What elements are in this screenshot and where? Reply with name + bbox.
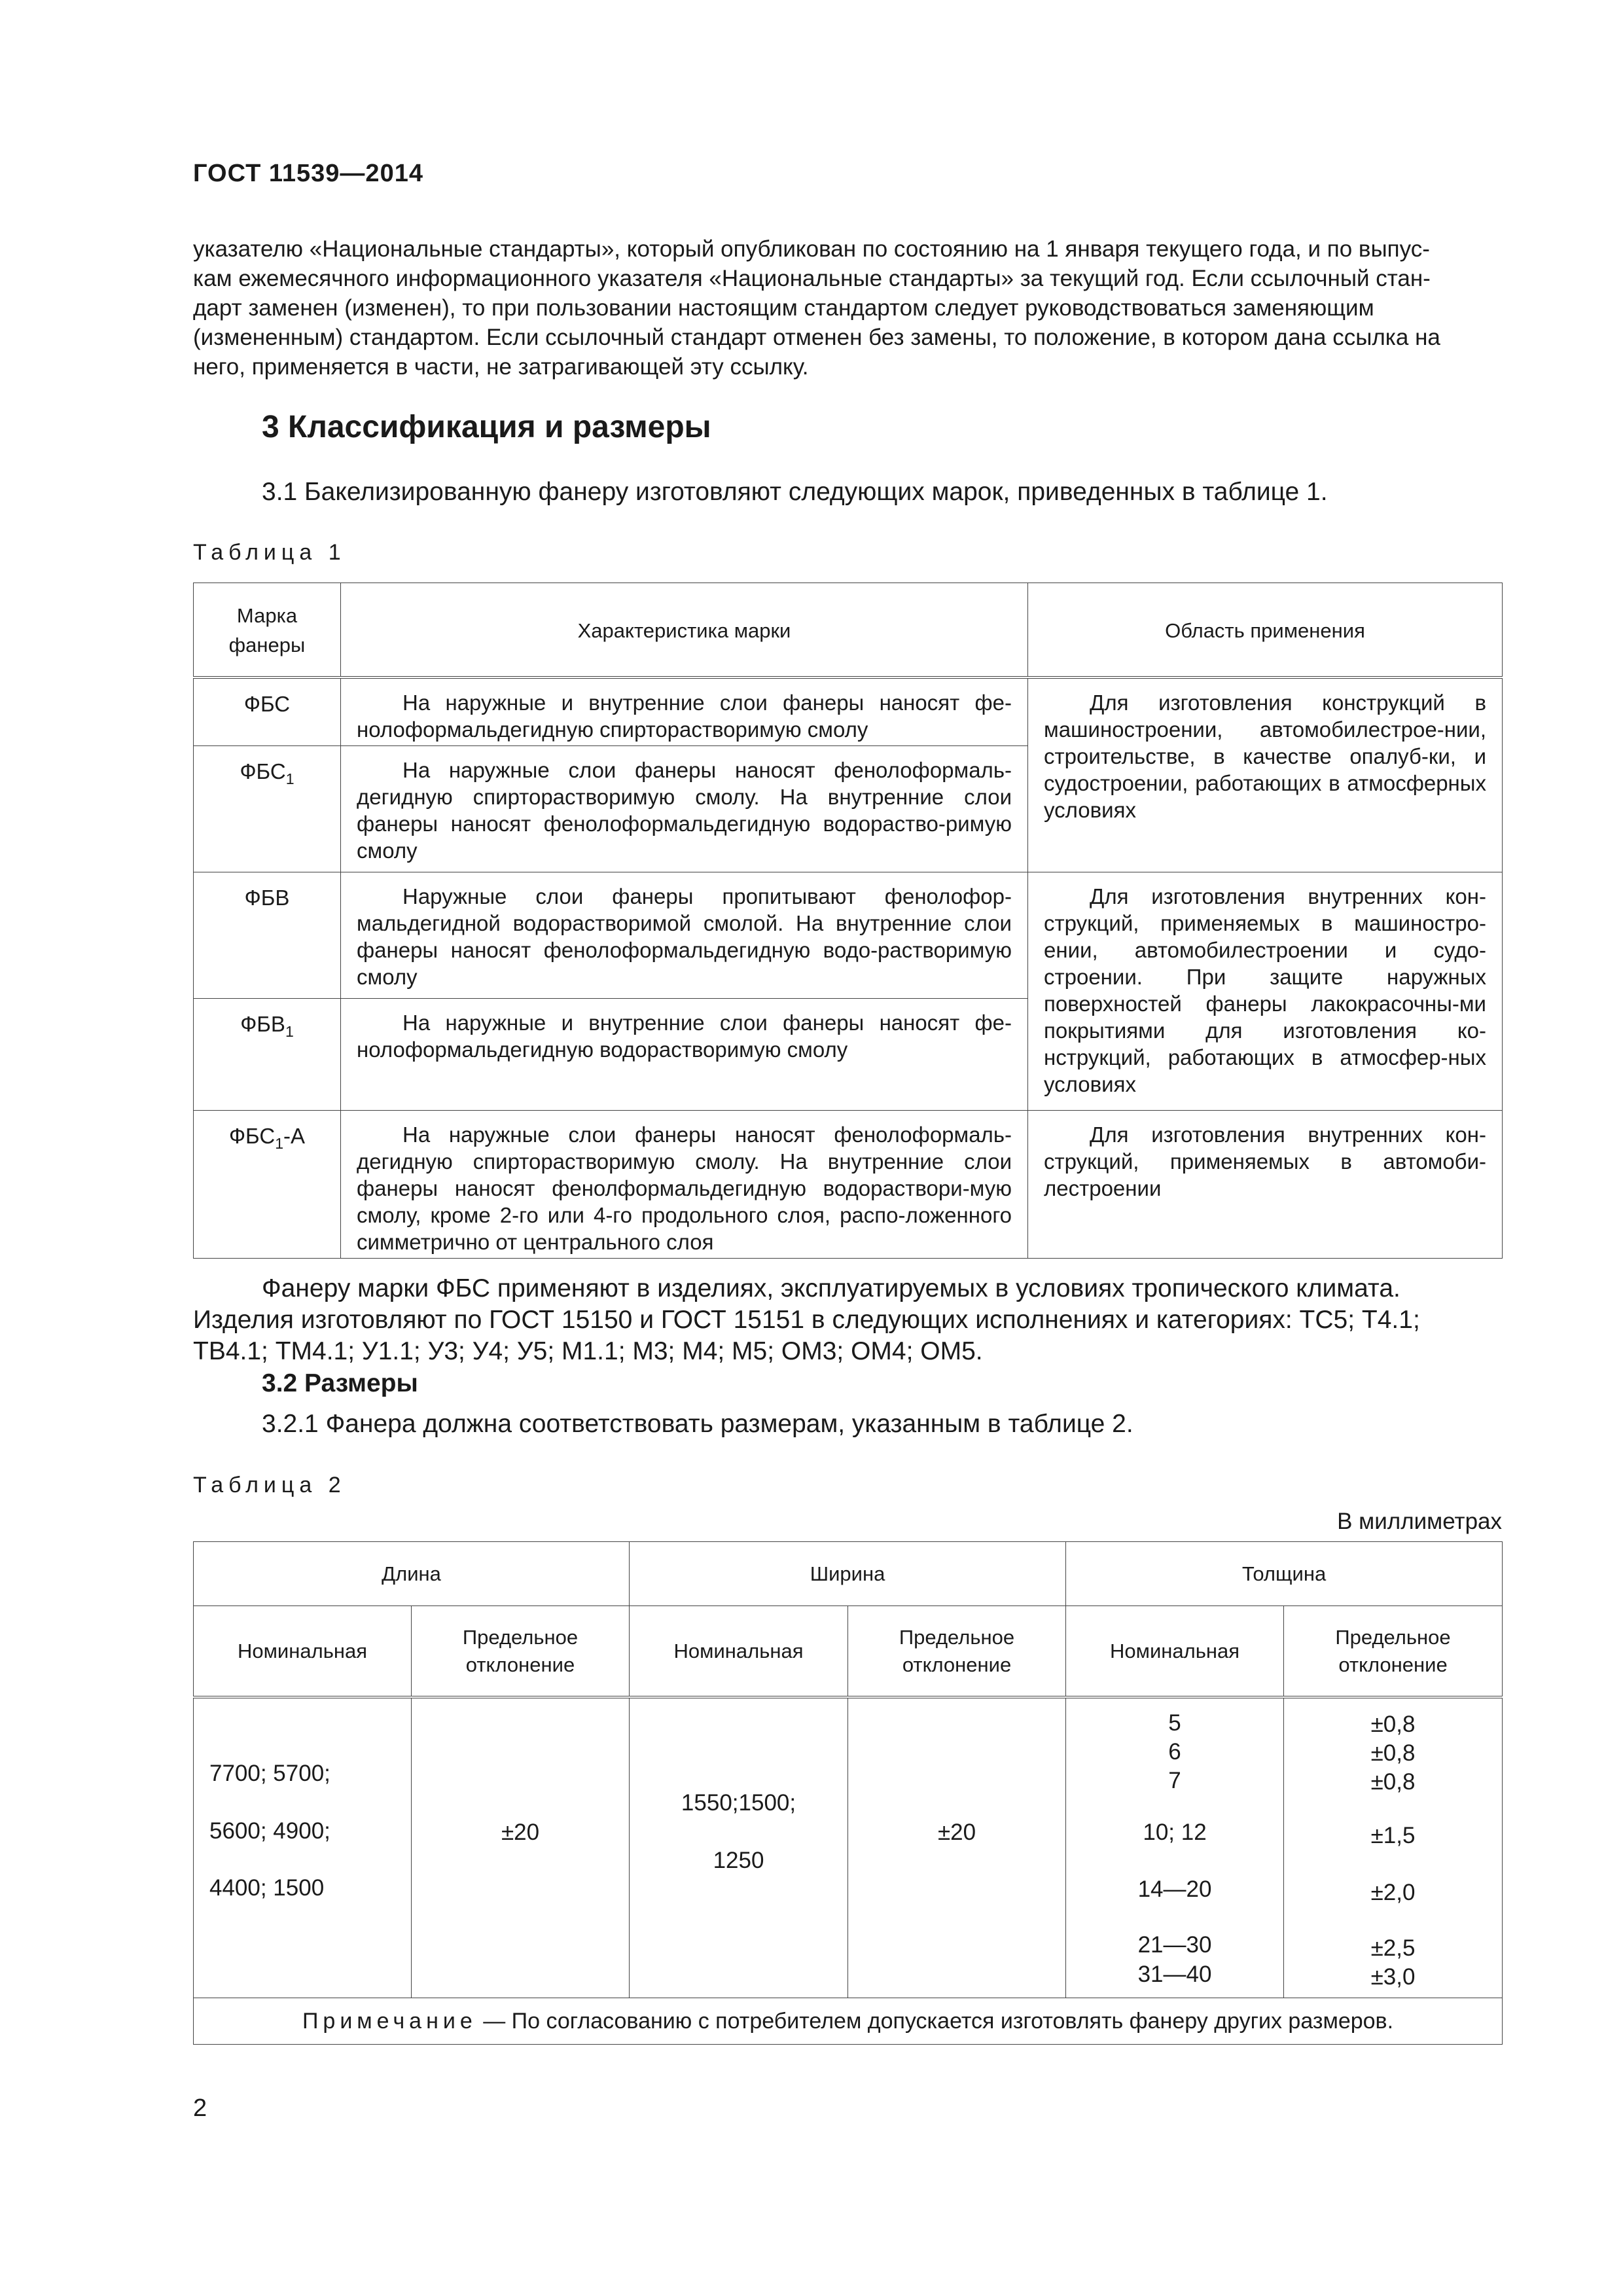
paragraph-line: ТВ4.1; ТМ4.1; У1.1; У3; У4; У5; М1.1; М3; М4; М5; ОМ3; ОМ4; ОМ5. <box>193 1337 983 1365</box>
width-deviation-cell <box>848 1697 1066 1998</box>
table-note <box>194 1998 1503 2045</box>
area-cell: Для изготовления внутренних кон-струкций, применяемых в автомоби-лестроении <box>1028 1111 1503 1259</box>
paragraph-line: Изделия изготовляют по ГОСТ 15150 и ГОСТ 15151 в следующих исполнениях и категориях: ТС5; Т4.1; <box>193 1306 1420 1334</box>
table2-caption <box>193 1473 346 1498</box>
header-thickness: Толщина <box>1066 1542 1503 1606</box>
table-1 <box>193 583 1503 1259</box>
header-nominal: Номинальная <box>1066 1606 1284 1698</box>
units-label: В миллиметрах <box>1337 1509 1502 1534</box>
table1-header-area: Область применения <box>1028 583 1503 678</box>
page-number: 2 <box>193 2094 207 2122</box>
table-2 <box>193 1541 1503 2045</box>
table2-caption-text: Таблица 2 <box>193 1473 346 1498</box>
width-deviation: ±20 <box>937 1820 976 1845</box>
paragraph-3-1: 3.1 Бакелизированную фанеру изготовляют следующих марок, приведенных в таблице 1. <box>262 478 1328 506</box>
thickness-deviation: ±0,8 <box>1370 1740 1416 1766</box>
thickness-value: 21—30 <box>1137 1932 1212 1958</box>
thickness-value: 5 <box>1168 1710 1181 1736</box>
length-deviation: ±20 <box>501 1820 540 1845</box>
header-nominal: Номинальная <box>630 1606 848 1698</box>
intro-line: указателю «Национальные стандарты», который опубликован по состоянию на 1 января текущего года, и по выпус- <box>193 236 1430 262</box>
width-value: 1550;1500; <box>681 1790 796 1816</box>
thickness-value: 6 <box>1168 1739 1181 1765</box>
table-row <box>194 1697 1503 1998</box>
document-header: ГОСТ 11539—2014 <box>193 160 423 187</box>
mark-cell: $ФБС_1$ <box>194 746 341 872</box>
char-cell: На наружные и внутренние слои фанеры наносят фе-нолоформальдегидную спирторастворимую смолу <box>341 677 1028 746</box>
thickness-value: 10; 12 <box>1143 1820 1207 1845</box>
thickness-deviation: ±2,0 <box>1370 1880 1416 1905</box>
mark-cell: ФБС <box>194 677 341 746</box>
area-cell: Для изготовления внутренних кон-струкций, применяемых в машиностро-ении, автомобилестроении и судо-строении. При защите наружных поверхностей фанеры лакокрасочны-ми покрытиями для изготовления ко-нструкций, работающих в атмосфер-ных условиях <box>1028 872 1503 1111</box>
thickness-value: 14—20 <box>1137 1876 1212 1902</box>
header-deviation: Предельное отклонение <box>1284 1606 1503 1698</box>
length-value: 7700; 5700; <box>209 1761 330 1786</box>
intro-line: дарт заменен (изменен), то при пользовании настоящим стандартом следует руководствоваться заменяющим <box>193 295 1374 321</box>
char-cell: На наружные слои фанеры наносят фенолоформаль-дегидную спирторастворимую смолу. На внутренние слои фанеры наносят фенолформальдегидную водораствори-мую смолу, кроме 2-го или 4-го продольного слоя, распо-ложенного симметрично от центрального слоя <box>341 1111 1028 1259</box>
after-table1-paragraph <box>193 1273 1502 1367</box>
intro-line: кам ежемесячного информационного указателя «Национальные стандарты» за текущий год. Если ссылочный стан- <box>193 266 1431 291</box>
table-row <box>194 677 1503 746</box>
paragraph-3-2-1: 3.2.1 Фанера должна соответствовать размерам, указанным в таблице 2. <box>262 1410 1133 1438</box>
section-title: 3 Классификация и размеры <box>262 410 711 444</box>
header-length: Длина <box>194 1542 630 1606</box>
length-value: 5600; 4900; <box>209 1818 330 1844</box>
thickness-deviation: ±1,5 <box>1370 1823 1416 1848</box>
length-values-cell <box>194 1697 412 1998</box>
char-cell: Наружные слои фанеры пропитывают фенолофор-мальдегидной водорастворимой смолой. На внутренние слои фанеры наносят фенолоформальдегидную водо-растворимую смолу <box>341 872 1028 999</box>
table-row <box>194 872 1503 999</box>
thickness-deviation-cell <box>1284 1697 1503 1998</box>
length-deviation-cell <box>412 1697 630 1998</box>
header-nominal: Номинальная <box>194 1606 412 1698</box>
length-value: 4400; 1500 <box>209 1875 325 1901</box>
header-deviation: Предельное отклонение <box>412 1606 630 1698</box>
char-cell: На наружные слои фанеры наносят фенолоформаль-дегидную спирторастворимую смолу. На внутренние слои фанеры наносят фенолоформальдегидную водораство-римую смолу <box>341 746 1028 872</box>
thickness-deviation: ±3,0 <box>1370 1964 1416 1990</box>
header-deviation: Предельное отклонение <box>848 1606 1066 1698</box>
thickness-value: 31—40 <box>1137 1962 1212 1987</box>
char-cell: На наружные и внутренние слои фанеры наносят фе-нолоформальдегидную водорастворимую смолу <box>341 999 1028 1111</box>
table1-header-char: Характеристика марки <box>341 583 1028 678</box>
thickness-values-cell <box>1066 1697 1284 1998</box>
mark-cell: ФБВ <box>194 872 341 999</box>
paragraph-line: Фанеру марки ФБС применяют в изделиях, эксплуатируемых в условиях тропического климата. <box>262 1274 1400 1302</box>
mark-cell: $ФБС_1-А$ <box>194 1111 341 1259</box>
note-label: Примечание <box>302 2008 477 2034</box>
thickness-deviation: ±2,5 <box>1370 1935 1416 1961</box>
table1-caption-text: Таблица 1 <box>193 540 346 565</box>
thickness-value: 7 <box>1168 1768 1181 1793</box>
note-text: — По согласованию с потребителем допускается изготовлять фанеру других размеров. <box>476 2008 1394 2034</box>
table-row <box>194 1111 1503 1259</box>
thickness-deviation: ±0,8 <box>1370 1712 1416 1737</box>
subsection-title: 3.2 Размеры <box>262 1369 418 1397</box>
mark-cell: $ФБВ_1$ <box>194 999 341 1111</box>
intro-line: (измененным) стандартом. Если ссылочный стандарт отменен без замены, то положение, в котором дана ссылка на <box>193 325 1440 350</box>
header-width: Ширина <box>630 1542 1066 1606</box>
intro-paragraph <box>193 234 1502 382</box>
table1-caption <box>193 540 346 565</box>
width-value: 1250 <box>713 1848 764 1873</box>
table-note-row <box>194 1998 1503 2045</box>
intro-line: него, применяется в части, не затрагивающей эту ссылку. <box>193 354 809 380</box>
width-values-cell <box>630 1697 848 1998</box>
area-cell: Для изготовления конструкций в машиностроении, автомобилестрое-нии, строительстве, в качестве опалуб-ки, и судостроении, работающих в атмосферных условиях <box>1028 677 1503 872</box>
table1-header-mark: Марка фанеры <box>194 583 341 678</box>
thickness-deviation: ±0,8 <box>1370 1769 1416 1795</box>
